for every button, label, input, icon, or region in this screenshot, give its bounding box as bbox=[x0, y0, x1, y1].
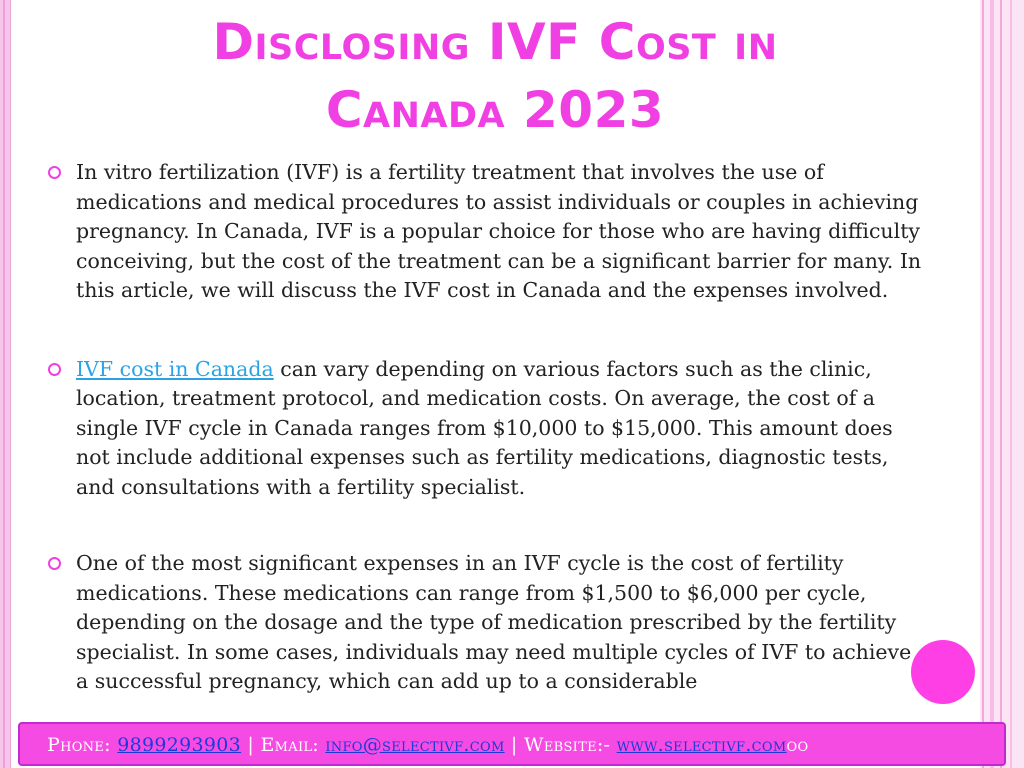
website-label: Website:- bbox=[523, 734, 617, 756]
phone-link[interactable]: 9899293903 bbox=[117, 734, 242, 756]
title-line-2: Canada 2023 bbox=[325, 81, 665, 139]
footer-text bbox=[47, 734, 808, 756]
bullet-list bbox=[44, 158, 924, 697]
email-label: Email: bbox=[260, 734, 326, 756]
ivf-cost-link[interactable]: IVF cost in Canada bbox=[76, 356, 274, 381]
phone-label: Phone: bbox=[47, 734, 118, 756]
bullet-item bbox=[44, 158, 924, 306]
bullet-circle-icon bbox=[48, 363, 61, 376]
bullet-text: In vitro fertilization (IVF) is a fertility treatment that involves the use of medications and medical procedures to assist individuals or couples in achieving pregnancy. In Canada, IVF is a popular choice for those who are having difficulty conceiving, but the cost of the treatment can be a significant barrier for many. In this article, we will discuss the IVF cost in Canada and the expenses involved. bbox=[76, 160, 922, 302]
bullet-item bbox=[44, 549, 924, 697]
bullet-circle-icon bbox=[48, 557, 61, 570]
bullet-circle-icon bbox=[48, 166, 61, 179]
footer-separator: | bbox=[241, 734, 261, 756]
bullet-item bbox=[44, 355, 924, 503]
title-line-1: Disclosing IVF Cost in bbox=[212, 13, 778, 71]
bullet-text: can vary depending on various factors such as the clinic, location, treatment protocol, and medication costs. On average, the cost of a single IVF cycle in Canada ranges from $10,000 to $15,000. This amount does not include additional expenses such as fertility medications, diagnostic tests, and consultations with a fertility specialist. bbox=[76, 356, 893, 499]
decorative-circle bbox=[911, 640, 975, 704]
bullet-text: One of the most significant expenses in an IVF cycle is the cost of fertility medications. These medications can range from $1,500 to $6,000 per cycle, depending on the dosage and the type of medication prescribed by the fertility specialist. In some cases, individuals may need multiple cycles of IVF to achieve a successful pregnancy, which can add up to a considerable bbox=[76, 551, 912, 693]
website-link[interactable]: www.selectivf.com bbox=[616, 734, 787, 756]
contact-footer bbox=[18, 722, 1006, 766]
slide-title bbox=[0, 8, 990, 144]
footer-separator: | bbox=[504, 734, 524, 756]
email-link[interactable]: info@selectivf.com bbox=[325, 734, 505, 756]
footer-suffix: oo bbox=[786, 734, 809, 756]
